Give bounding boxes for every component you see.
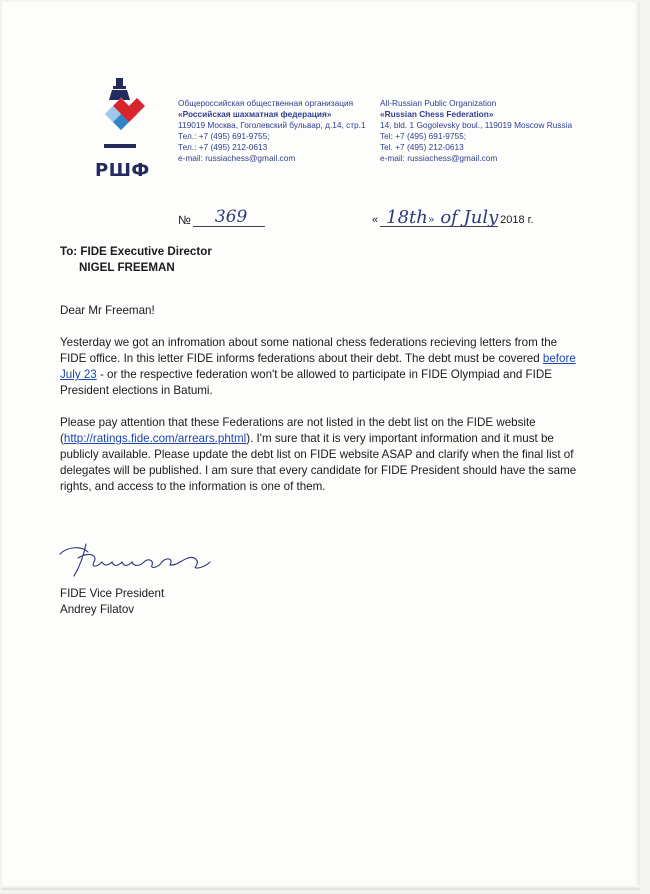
recipient-block [60,244,212,276]
salutation: Dear Mr Freeman! [60,304,155,317]
date-line [380,202,498,227]
recipient-name: NIGEL FREEMAN [79,261,175,274]
org-type-ru: Общероссийская общественная организация [178,98,354,108]
letter-body [60,303,580,511]
org-name-en: «Russian Chess Federation» [380,109,494,119]
tel1-en: Tel: +7 (495) 691-9755; [380,131,467,141]
p2-text-a: Please pay attention that these Federations are not listed in the debt list on the FIDE website ( [60,416,536,445]
date-day: 18th [386,207,428,228]
p2-text-b: ). I'm sure that it is very important information and it must be publicly available. Please update the debt list on FIDE website ASAP and clarify when the final list of delegates will be published. I am sure that every candidate for FIDE President should have the same rights, and access to the information is one of them. [60,432,577,493]
handwritten-signature [58,540,228,580]
email-ru: e-mail: russiachess@gmail.com [178,153,296,163]
date-month: of July [440,207,499,228]
recipient-title: To: FIDE Executive Director [60,245,212,258]
date-open-quote: « [372,214,379,226]
email-en: e-mail: russiachess@gmail.com [380,153,498,163]
p1-text-a: Yesterday we got an infromation about some national chess federations recieving letters from the FIDE office. In this letter FIDE informs federations about their debt. The debt must be covered [60,336,558,365]
handwritten-number: 369 [214,207,248,227]
arrears-url-link[interactable]: http://ratings.fide.com/arrears.phtml [63,432,247,445]
org-name-ru: «Российская шахматная федерация» [178,109,332,119]
paper-edge-bottom [2,885,640,890]
paper-edge-right [634,2,640,890]
chess-rook-diamond-icon [92,74,152,164]
tel2-ru: Тел.: +7 (495) 212-0613 [178,142,268,152]
paragraph-2 [60,415,580,495]
number-line [193,208,265,227]
handwritten-date [386,207,498,228]
tel1-ru: Тел.: +7 (495) 691-9755; [178,131,270,141]
date-year: 2018 г. [500,214,534,226]
number-label: № [178,213,191,227]
org-type-en: All-Russian Public Organization [380,98,497,108]
address-ru: 119019 Москва, Гоголевский бульвар, д.14, стр.1 [178,120,366,130]
paragraph-1 [60,335,580,399]
p1-text-b: - or the respective federation won't be allowed to participate in FIDE Olympiad and FIDE President elections in Batumi. [60,368,552,397]
signer-title: FIDE Vice President [60,587,165,600]
letter-page [2,2,640,890]
signer-name: Andrey Filatov [60,603,135,616]
address-en: 14, bld. 1 Gogolevsky boul., 119019 Moscow Russia [380,120,573,130]
logo-text: РШФ [95,160,150,181]
header-english [380,98,572,164]
tel2-en: Tel. +7 (495) 212-0613 [380,142,464,152]
header-russian [178,98,366,164]
deadline-link[interactable]: before July 23 [60,352,576,381]
date-close-quote: » [427,213,435,226]
signature-icon [58,540,228,580]
reference-number [178,208,265,227]
signer-block [60,586,164,618]
letter-date [372,202,533,227]
